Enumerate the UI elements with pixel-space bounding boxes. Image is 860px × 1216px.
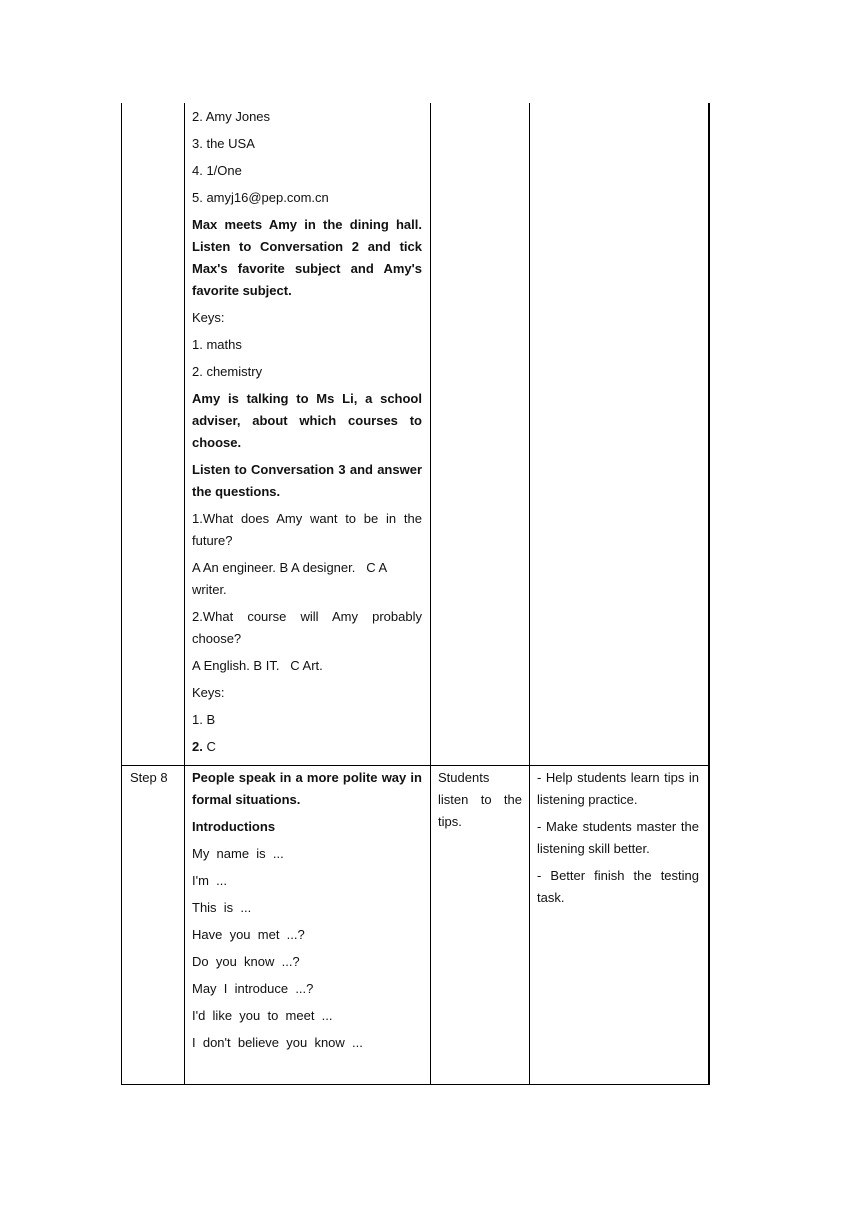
question-line: 2.What course will Amy probably choose? — [192, 609, 422, 646]
answer-number: 2. — [192, 739, 203, 754]
phrase-line: I don't believe you know ... — [192, 1035, 363, 1050]
answer-line: 2. Amy Jones — [192, 109, 271, 124]
answer-line — [192, 736, 422, 758]
student-activity-text: Students listen to the tips. — [438, 770, 522, 829]
table-divider-col2 — [430, 103, 431, 1085]
table-border-right — [708, 103, 710, 1085]
options-line: A An engineer. B A designer. C A writer. — [192, 560, 391, 597]
purpose-item: - Make students master the listening skill better. — [537, 819, 699, 856]
step-label-cell — [130, 767, 180, 789]
section-heading: Introductions — [192, 819, 276, 834]
continuation-activity-cell — [192, 106, 422, 763]
phrase-line: May I introduce ...? — [192, 981, 314, 996]
phrase-line: My name is ... — [192, 846, 284, 861]
keys-label: Keys: — [192, 685, 225, 700]
table-divider-col1 — [184, 103, 185, 1085]
table-border-bottom — [121, 1084, 710, 1085]
question-line: 1.What does Amy want to be in the future? — [192, 511, 422, 548]
phrase-line: I'd like you to meet ... — [192, 1008, 333, 1023]
answer-line: 5. amyj16@pep.com.cn — [192, 190, 329, 205]
tip-intro: People speak in a more polite way in formal situations. — [192, 770, 422, 807]
keys-label: Keys: — [192, 310, 225, 325]
phrase-line: Have you met ...? — [192, 927, 305, 942]
step-label: Step 8 — [130, 770, 168, 785]
table-divider-col3 — [529, 103, 530, 1085]
phrase-line: I'm ... — [192, 873, 227, 888]
student-activity-cell — [438, 767, 522, 833]
purpose-cell — [537, 767, 699, 914]
task-instruction: Amy is talking to Ms Li, a school adviser, about which courses to choose. — [192, 391, 422, 450]
step8-activity-cell — [192, 767, 422, 1059]
task-instruction: Listen to Conversation 3 and answer the questions. — [192, 462, 422, 499]
answer-line: 2. chemistry — [192, 364, 263, 379]
row-separator — [121, 765, 710, 766]
answer-line: 4. 1/One — [192, 163, 242, 178]
answer-line: 1. maths — [192, 337, 242, 352]
phrase-line: This is ... — [192, 900, 252, 915]
task-instruction: Max meets Amy in the dining hall. Listen to Conversation 2 and tick Max's favorite subject and Amy's favorite subject. — [192, 217, 422, 298]
purpose-item: - Better finish the testing task. — [537, 868, 699, 905]
answer-line: 3. the USA — [192, 136, 255, 151]
options-line: A English. B IT. C Art. — [192, 658, 323, 673]
phrase-line: Do you know ...? — [192, 954, 300, 969]
purpose-item: - Help students learn tips in listening practice. — [537, 770, 699, 807]
answer-line: 1. B — [192, 712, 216, 727]
answer-value: C — [202, 739, 216, 754]
table-border-left — [121, 103, 122, 1085]
